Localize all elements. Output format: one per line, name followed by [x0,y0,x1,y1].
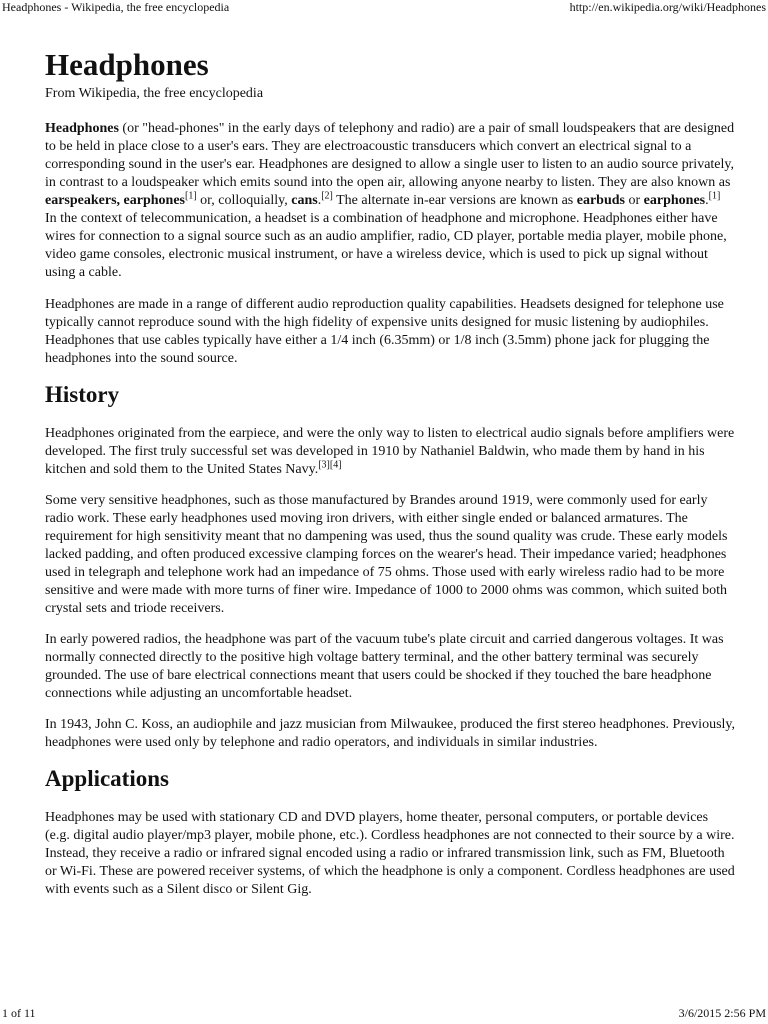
term-earspeakers: earspeakers, earphones [45,193,185,208]
intro-paragraph-1 [45,120,735,282]
history-paragraph-4: In 1943, John C. Koss, an audiophile and jazz musician from Milwaukee, produced the first stereo headphones. Previously, headphones were used only by telephone and radio operators, and individuals in similar industries. [45,717,735,750]
article-content [45,48,735,899]
article-title: Headphones [45,47,209,82]
history-paragraph-3: In early powered radios, the headphone was part of the vacuum tube's plate circuit and carried dangerous voltages. It was normally connected directly to the positive high voltage battery terminal, and the other battery terminal was securely grounded. The use of bare electrical connections meant that users could be shocked if they touched the bare headphone connections while adjusting an uncomfortable headset. [45,632,724,701]
intro-text: In the context of telecommunication, a headset is a combination of headphone and microphone. Headphones either have wires for connection to a signal source such as an audio amplifier, radio, CD player, portable media player, mobile phone, video game consoles, electronic musical instrument, or have a wireless device, which is used to pick up signal without using a cable. [45,211,727,280]
print-header [0,0,768,14]
intro-text: . [705,193,709,208]
section-heading-applications: Applications [45,766,169,791]
intro-text: or, colloquially, [196,193,292,208]
term-earphones: earphones [643,193,706,208]
intro-paragraph-2: Headphones are made in a range of different audio reproduction quality capabilities. Headsets designed for telephone use typically cannot reproduce sound with the high fidelity of expensive units designed for music listening by audiophiles. Headphones that use cables typically have either a 1/4 inch (6.35mm) or 1/8 inch (3.5mm) phone jack for plugging the headphones into the sound source. [45,297,724,366]
history-text: Headphones originated from the earpiece, and were the only way to listen to electrical audio signals before amplifiers were developed. The first truly successful set was developed in 1910 by Nathaniel Baldwin, who made them by hand in his kitchen and sold them to the United States Navy. [45,426,735,477]
article-subtitle: From Wikipedia, the free encyclopedia [45,86,264,101]
intro-text: or [624,193,644,208]
ref-link[interactable]: [3][4] [318,459,342,471]
term-earbuds: earbuds [576,193,625,208]
print-timestamp: 3/6/2015 2:56 PM [678,1006,766,1020]
print-url-link[interactable]: http://en.wikipedia.org/wiki/Headphones [569,0,766,14]
history-paragraph-1 [45,425,735,479]
term-headphones: Headphones [45,121,119,136]
applications-paragraph-1: Headphones may be used with stationary CD and DVD players, home theater, personal computers, or portable devices (e.g. digital audio player/mp3 player, mobile phone, etc.). Cordless headphones are not connected to their source by a wire. Instead, they receive a radio or infrared signal encoded using a radio or infrared transmission link, such as FM, Bluetooth or Wi-Fi. These are powered receiver systems, of which the headphone is only a component. Cordless headphones are used with events such as a Silent disco or Silent Gig. [45,810,735,897]
page-count: 1 of 11 [2,1006,36,1020]
intro-text: The alternate in-ear versions are known as [332,193,577,208]
ref-link[interactable]: [1] [185,190,197,202]
ref-link[interactable]: [2] [321,190,333,202]
intro-text: (or "head-phones" in the early days of telephony and radio) are a pair of small loudspeakers that are designed to be held in place close to a user's ears. They are electroacoustic transducers which convert an electrical signal to a corresponding sound in the user's ear. Headphones are designed to allow a single user to listen to an audio source privately, in contrast to a loudspeaker which emits sound into the open air, allowing anyone nearby to listen. They are also known as [45,121,735,190]
intro-text: . [317,193,322,208]
history-paragraph-2: Some very sensitive headphones, such as those manufactured by Brandes around 1919, were commonly used for early radio work. These early headphones used moving iron drivers, with either single ended or balanced armatures. The requirement for high sensitivity meant that no dampening was used, thus the sound quality was crude. These early models lacked padding, and often produced excessive clamping forces on the wearer's head. Their impedance varied; headphones used in telegraph and telephone work had an impedance of 75 ohms. Those used with early wireless radio had to be more sensitive and were made with more turns of finer wire. Impedance of 1000 to 2000 ohms was common, which suited both crystal sets and triode receivers. [45,493,728,616]
print-page-title: Headphones - Wikipedia, the free encyclopedia [2,0,230,14]
ref-link[interactable]: [1] [708,190,721,202]
print-footer [0,1006,768,1020]
term-cans: cans [291,193,318,208]
section-heading-history: History [45,382,120,407]
